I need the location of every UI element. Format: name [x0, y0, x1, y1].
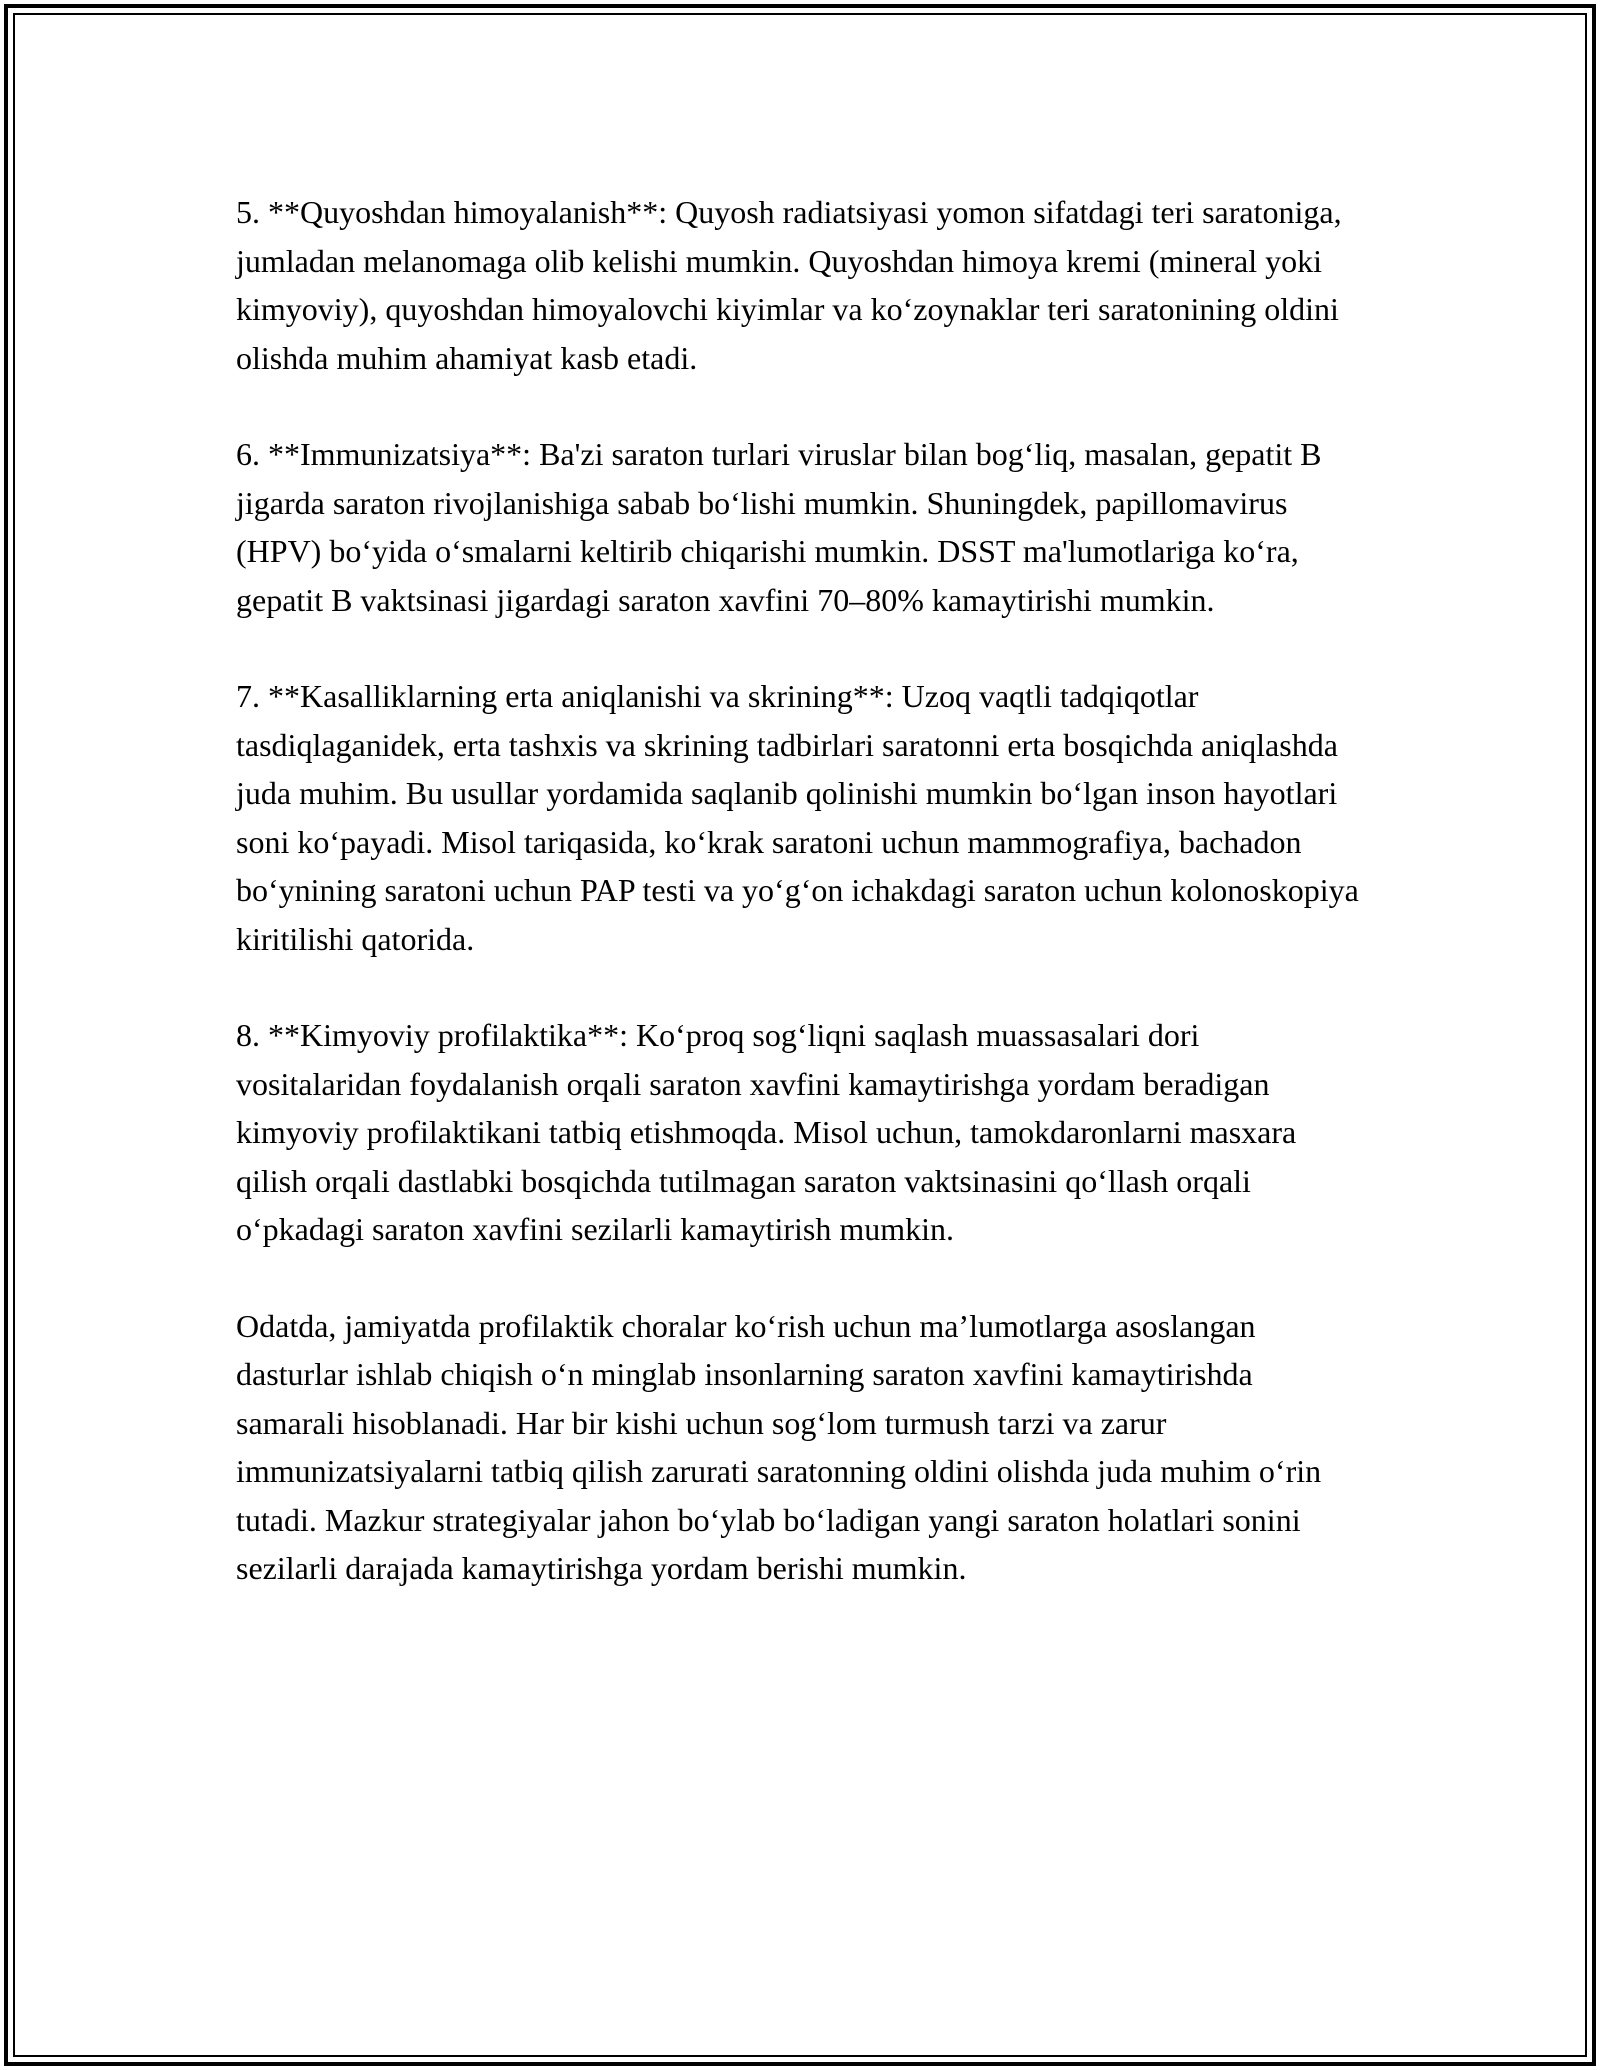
paragraph-conclusion: Odatda, jamiyatda profilaktik choralar ko‘rish uchun ma’lumotlarga asoslangan dasturlar ishlab chiqish o‘n minglab insonlarning saraton xavfini kamaytirishda samarali hisoblanadi. Har bir kishi uchun sog‘lom turmush tarzi va zarur immunizatsiyalarni tatbiq qilish zarurati saratonning oldini olishda juda muhim o‘rin tutadi. Mazkur strategiyalar jahon bo‘ylab bo‘ladigan yangi saraton holatlari sonini sezilarli darajada kamaytirishga yordam berishi mumkin. [236, 1307, 1322, 1586]
paragraph-early-detection: 7. **Kasalliklarning erta aniqlanishi va skrining**: Uzoq vaqtli tadqiqotlar tasdiqlaganidek, erta tashxis va skrining tadbirlari saratonni erta bosqichda aniqlashda juda muhim. Bu usullar yordamida saqlanib qolinishi mumkin bo‘lgan inson hayotlari soni ko‘payadi. Misol tariqasida, ko‘krak saratoni uchun mammografiya, bachadon bo‘ynining saratoni uchun PAP testi va yo‘g‘on ichakdagi saraton uchun kolonoskopiya kiritilishi qatorida. [236, 678, 1359, 957]
document-body [236, 188, 1364, 1593]
paragraph-sun-protection: 5. **Quyoshdan himoyalanish**: Quyosh radiatsiyasi yomon sifatdagi teri saratoniga, jumladan melanomaga olib kelishi mumkin. Quyoshdan himoya kremi (mineral yoki kimyoviy), quyoshdan himoyalovchi kiyimlar va ko‘zoynaklar teri saratonining oldini olishda muhim ahamiyat kasb etadi. [236, 194, 1342, 376]
paragraph-chemoprevention: 8. **Kimyoviy profilaktika**: Ko‘proq sog‘liqni saqlash muassasalari dori vositalaridan foydalanish orqali saraton xavfini kamaytirishga yordam beradigan kimyoviy profilaktikani tatbiq etishmoqda. Misol uchun, tamokdaronlarni masxara qilish orqali dastlabki bosqichda tutilmagan saraton vaktsinasini qo‘llash orqali o‘pkadagi saraton xavfini sezilarli kamaytirish mumkin. [236, 1017, 1297, 1247]
paragraph-immunization: 6. **Immunizatsiya**: Ba'zi saraton turlari viruslar bilan bog‘liq, masalan, gepatit B jigarda saraton rivojlanishiga sabab bo‘lishi mumkin. Shuningdek, papillomavirus (HPV) bo‘yida o‘smalarni keltirib chiqarishi mumkin. DSST ma'lumotlariga ko‘ra, gepatit B vaktsinasi jigardagi saraton xavfini 70–80% kamaytirishi mumkin. [236, 436, 1322, 618]
